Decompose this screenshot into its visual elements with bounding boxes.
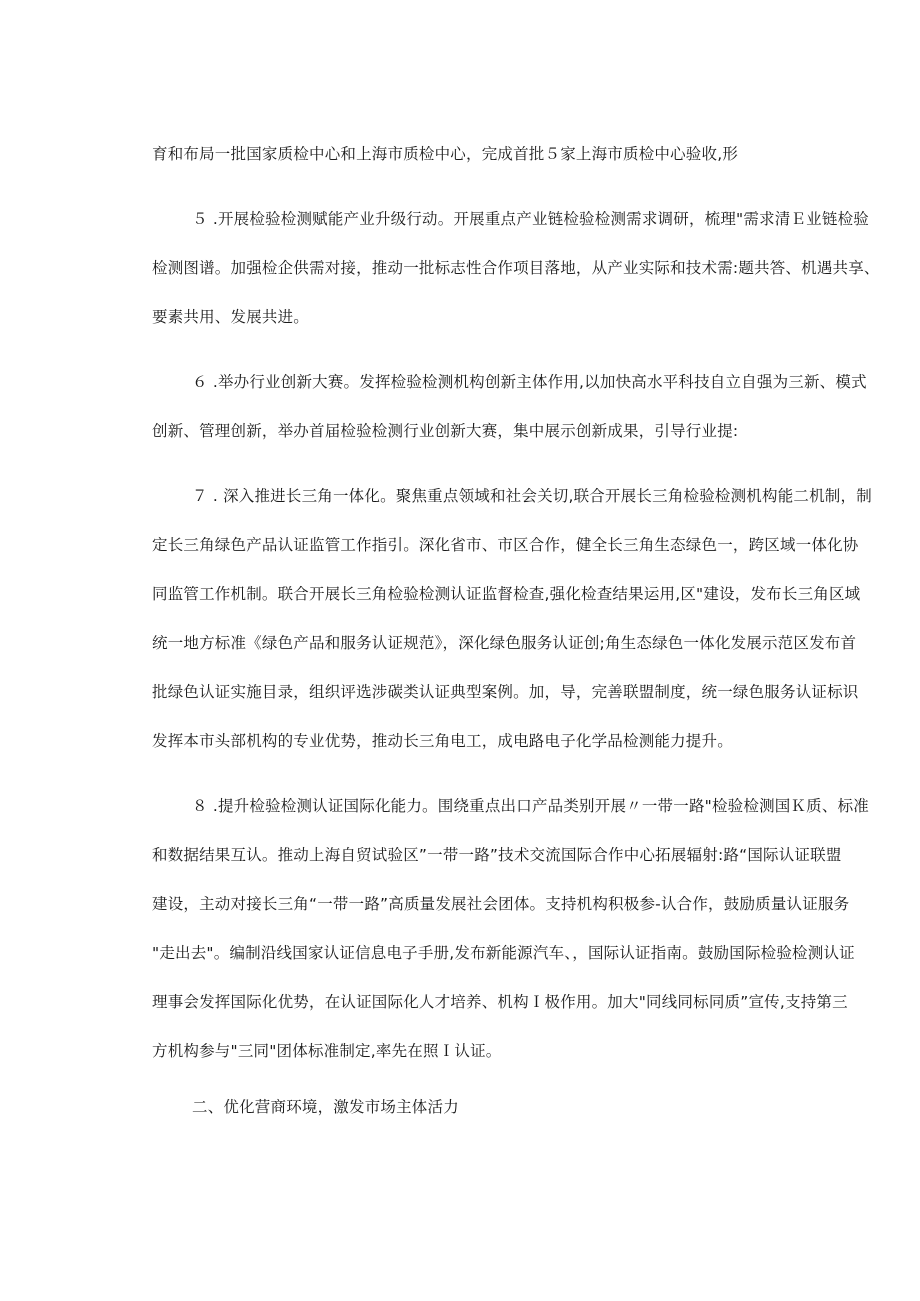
section-heading: 二、优化营商环境，激发市场主体活力 — [192, 1098, 459, 1116]
item-6-line-2: 创新、管理创新，举办首届检验检测行业创新大赛，集中展示创新成果，引导行业提: — [152, 422, 739, 440]
item-7-line-2: 定长三角绿色产品认证监管工作指引。深化省市、市区合作，健全长三角生态绿色一，跨区域一体化协 — [152, 536, 859, 554]
item-7-line-3: 同监管工作机制。联合开展长三角检验检测认证监督检查,强化检查结果运用,区"建设，发布长三角区域 — [152, 585, 861, 603]
item-5-line-2: 检测图谱。加强检企供需对接，推动一批标志性合作项目落地，从产业实际和技术需:题共答、机遇共享、 — [152, 259, 880, 277]
item-6-line-1: ６ .举办行业创新大赛。发挥检验检测机构创新主体作用,以加快高水平科技自立自强为三新、模式 — [192, 373, 867, 391]
item-7-line-4: 统一地方标准《绿色产品和服务认证规范》，深化绿色服务认证创;角生态绿色一体化发展示范区发布首 — [152, 634, 857, 652]
item-5-line-1: ５ .开展检验检测赋能产业升级行动。开展重点产业链检验检测需求调研，梳理"需求清Ｅ业链检验 — [192, 210, 869, 228]
item-7-line-5: 批绿色认证实施目录，组织评选涉碳类认证典型案例。加，导，完善联盟制度，统一绿色服务认证标识 — [152, 683, 859, 701]
item-7-line-6: 发挥本市头部机构的专业优势，推动长三角电工，成电路电子化学品检测能力提升。 — [152, 732, 733, 750]
item-5-line-3: 要素共用、发展共进。 — [152, 308, 310, 326]
item-8-line-3: 建设，主动对接长三角“一带一路”高质量发展社会团体。支持机构积极参-认合作，鼓励质量认证服务 — [152, 895, 850, 913]
item-7-line-1: ７ . 深入推进长三角一体化。聚焦重点领域和社会关切,联合开展长三角检验检测机构能二机制，制 — [192, 487, 872, 505]
paragraph-4-line-end: 育和布局一批国家质检中心和上海市质检中心，完成首批５家上海市质检中心验收,形 — [152, 145, 739, 163]
item-8-line-1: ８ .提升检验检测认证国际化能力。围绕重点出口产品类别开展〃一带一路"检验检测国Ｋ质、标准 — [192, 797, 869, 815]
item-8-line-6: 方机构参与"三同"团体标准制定,率先在照Ｉ认证。 — [152, 1042, 502, 1060]
item-8-line-4: "走出去"。编制沿线国家认证信息电子手册,发布新能源汽车、，国际认证指南。鼓励国际检验检测认证 — [152, 944, 855, 962]
item-8-line-2: 和数据结果互认。推动上海自贸试验区”一带一路”技术交流国际合作中心拓展辐射:路“国际认证联盟 — [152, 846, 842, 864]
item-8-line-5: 理事会发挥国际化优势，在认证国际化人才培养、机构Ｉ极作用。加大"同线同标同质”宣传,支持第三 — [152, 993, 848, 1011]
